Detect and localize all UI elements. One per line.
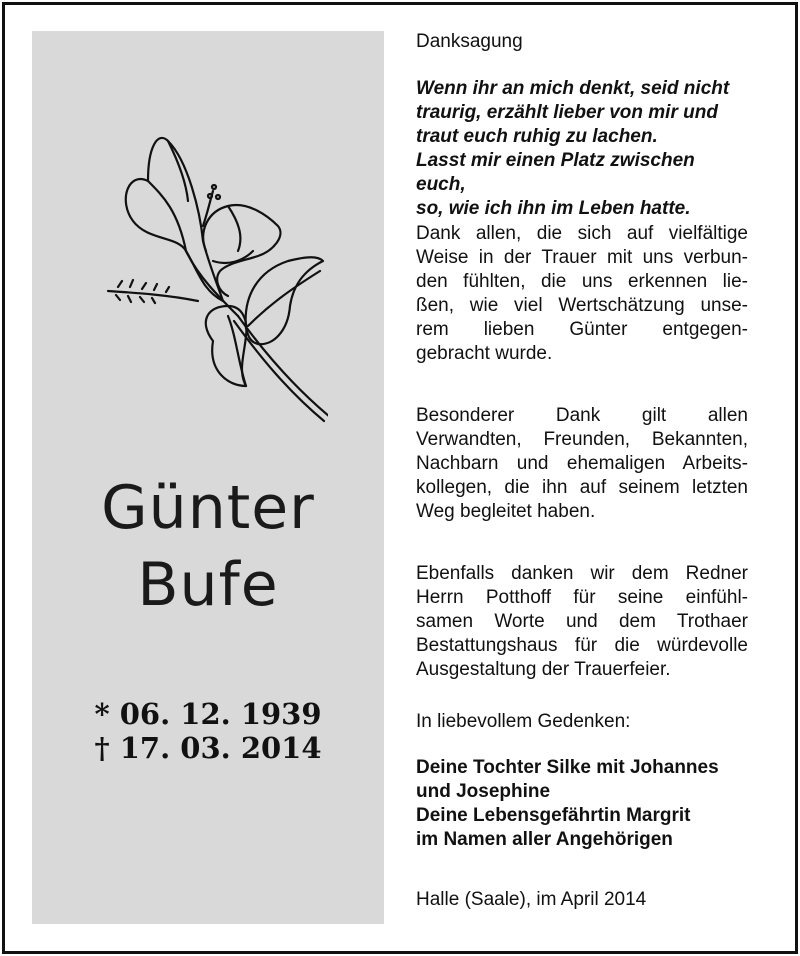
deceased-last-name: Bufe (137, 550, 279, 620)
quote-line: traurig, erzählt lieber von mir und (416, 102, 718, 123)
quote-line: Lasst mir einen Platz zwischen euch, (416, 150, 695, 195)
heading: Danksagung (416, 31, 523, 52)
paragraph-line: Weg begleitet haben. (416, 501, 596, 522)
left-panel (32, 31, 384, 924)
paragraph-line: Weise in der Trauer mit uns verbun- (416, 247, 748, 268)
signature-line: Deine Lebensgefährtin Margrit (416, 805, 691, 826)
paragraph-line: den fühlten, die uns erkennen lie- (416, 271, 748, 292)
paragraph-line: samen Worte und dem Trothaer (416, 611, 748, 632)
death-date: † 17. 03. 2014 (94, 731, 322, 765)
paragraph-line: gebracht wurde. (416, 343, 553, 364)
paragraph-line: Dank allen, die sich auf vielfältige (416, 223, 748, 244)
birth-date: * 06. 12. 1939 (94, 697, 322, 731)
paragraph-line: Ebenfalls danken wir dem Redner (416, 563, 748, 584)
place-and-date: Halle (Saale), im April 2014 (416, 889, 647, 910)
paragraph-line: rem lieben Günter entgegen- (416, 319, 748, 340)
signatures (416, 756, 748, 852)
paragraph-thanks (416, 222, 748, 366)
signature-line: im Namen aller Angehörigen (416, 829, 673, 850)
remembrance-line: In liebevollem Gedenken: (416, 711, 631, 732)
paragraph-also-thanks (416, 562, 748, 682)
paragraph-line: ßen, wie viel Wertschätzung unse- (416, 295, 748, 316)
paragraph-special-thanks (416, 404, 748, 524)
paragraph-line: Bestattungshaus für die würdevolle (416, 635, 748, 656)
deceased-first-name: Günter (101, 473, 315, 543)
quote-line: Wenn ihr an mich denkt, seid nicht (416, 78, 730, 99)
paragraph-line: Nachbarn und ehemaligen Arbeits- (416, 453, 748, 474)
paragraph-line: Verwandten, Freunden, Bekannten, (416, 429, 748, 450)
signature-line: Deine Tochter Silke mit Johannes (416, 757, 719, 778)
quote-line: so, wie ich ihn im Leben hatte. (416, 198, 691, 219)
paragraph-line: Besonderer Dank gilt allen (416, 405, 748, 426)
quote (416, 77, 748, 221)
paragraph-line: Ausgestaltung der Trauerfeier. (416, 659, 671, 680)
calla-lily-illustration (88, 101, 328, 431)
quote-line: traut euch ruhig zu lachen. (416, 126, 658, 147)
paragraph-line: kollegen, die ihn auf seinem letzten (416, 477, 748, 498)
signature-line: und Josephine (416, 781, 551, 802)
paragraph-line: Herrn Potthoff für seine einfühl- (416, 587, 748, 608)
